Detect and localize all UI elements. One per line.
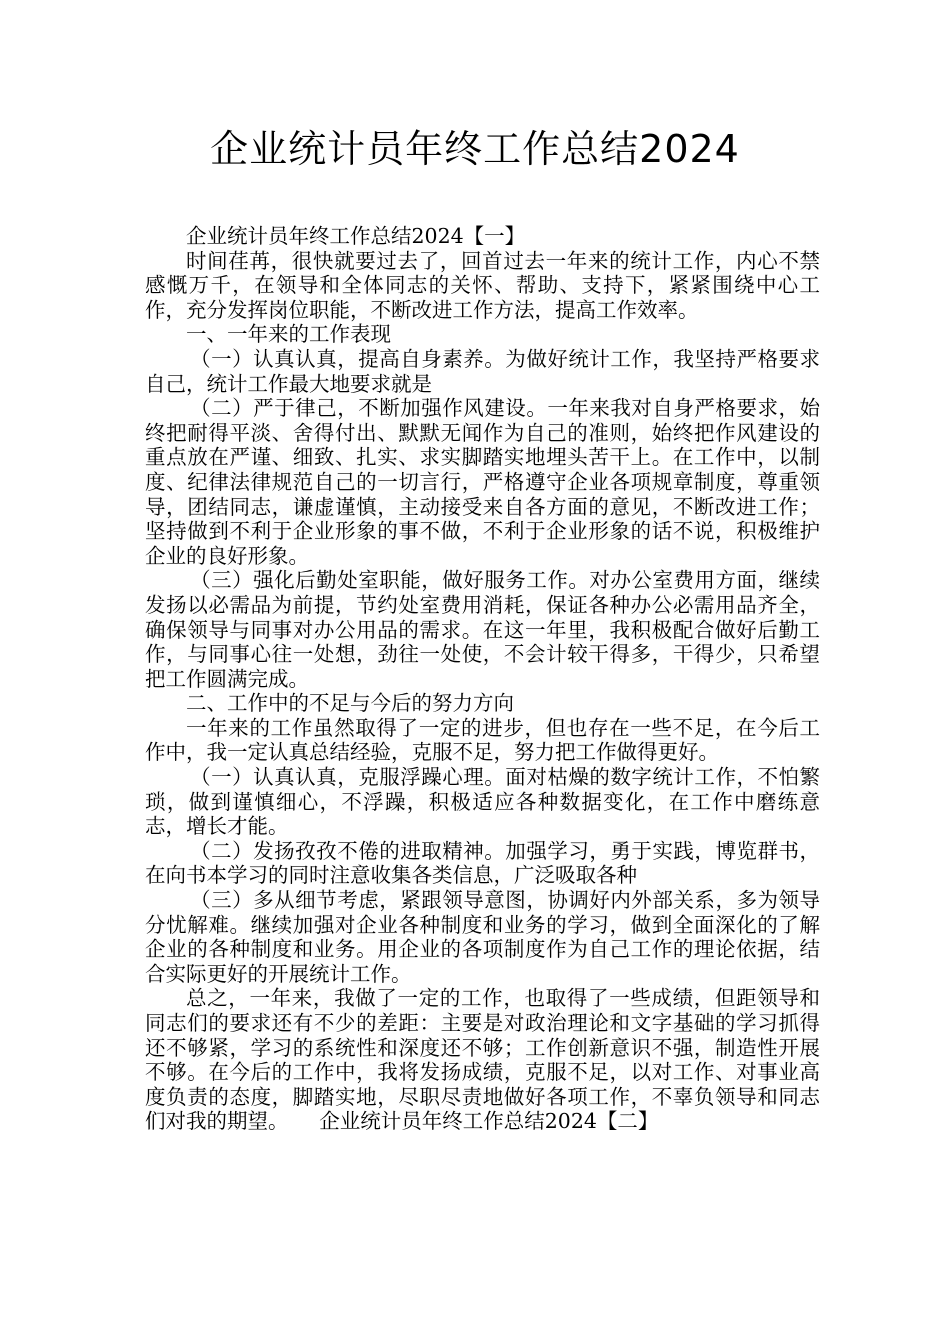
paragraph-direction-2: （二）发扬孜孜不倦的进取精神。加强学习，勇于实践，博览群书，在向书本学习的同时注意收集各类信息，广泛吸取各种	[145, 838, 820, 888]
heading-shortcomings: 二、工作中的不足与今后的努力方向	[186, 691, 514, 716]
document-body	[145, 224, 820, 1134]
paragraph-direction-1: （一）认真认真，克服浮躁心理。面对枯燥的数字统计工作，不怕繁琐，做到谨慎细心，不浮躁，积极适应各种数据变化，在工作中磨练意志，增长才能。	[145, 765, 820, 839]
heading-work-performance: 一、一年来的工作表现	[186, 322, 391, 347]
paragraph-conclusion: 总之，一年来，我做了一定的工作，也取得了一些成绩，但距领导和同志们的要求还有不少的差距：主要是对政治理论和文字基础的学习抓得还不够紧，学习的系统性和深度还不够；工作创新意识不强，制造性开展不够。在今后的工作中，我将发扬成绩，克服不足，以对工作、对事业高度负责的态度，脚踏实地，尽职尽责地做好各项工作，不辜负领导和同志们对我的期望。 企业统计员年终工作总结2024【二】	[145, 986, 820, 1134]
paragraph-performance-1: （一）认真认真，提高自身素养。为做好统计工作，我坚持严格要求自己，统计工作最大地要求就是	[145, 346, 820, 396]
paragraph-direction-3: （三）多从细节考虑，紧跟领导意图，协调好内外部关系，多为领导分忧解难。继续加强对企业各种制度和业务的学习，做到全面深化的了解企业的各种制度和业务。用企业的各项制度作为自己工作的理论依据，结合实际更好的开展统计工作。	[145, 888, 820, 986]
document-title: 企业统计员年终工作总结2024	[210, 127, 740, 171]
section-heading-1: 企业统计员年终工作总结2024【一】	[186, 224, 526, 248]
paragraph-performance-3: （三）强化后勤处室职能，做好服务工作。对办公室费用方面，继续发扬以必需品为前提，节约处室费用消耗，保证各种办公必需用品齐全，确保领导与同事对办公用品的需求。在这一年里，我积极配合做好后勤工作，与同事心往一处想，劲往一处使，不会计较干得多，干得少，只希望把工作圆满完成。	[145, 568, 820, 691]
paragraph-shortcomings-intro: 一年来的工作虽然取得了一定的进步，但也存在一些不足，在今后工作中，我一定认真总结经验，克服不足，努力把工作做得更好。	[145, 715, 820, 765]
paragraph-performance-2: （二）严于律己，不断加强作风建设。一年来我对自身严格要求，始终把耐得平淡、舍得付出、默默无闻作为自己的准则，始终把作风建设的重点放在严谨、细致、扎实、求实脚踏实地埋头苦干上。在工作中，以制度、纪律法律规范自己的一切言行，严格遵守企业各项规章制度，尊重领导，团结同志，谦虚谨慎，主动接受来自各方面的意见，不断改进工作；坚持做到不利于企业形象的事不做，不利于企业形象的话不说，积极维护企业的良好形象。	[145, 396, 820, 568]
paragraph-intro: 时间荏苒，很快就要过去了，回首过去一年来的统计工作，内心不禁感慨万千，在领导和全体同志的关怀、帮助、支持下，紧紧围绕中心工作，充分发挥岗位职能，不断改进工作方法，提高工作效率。	[145, 248, 820, 322]
